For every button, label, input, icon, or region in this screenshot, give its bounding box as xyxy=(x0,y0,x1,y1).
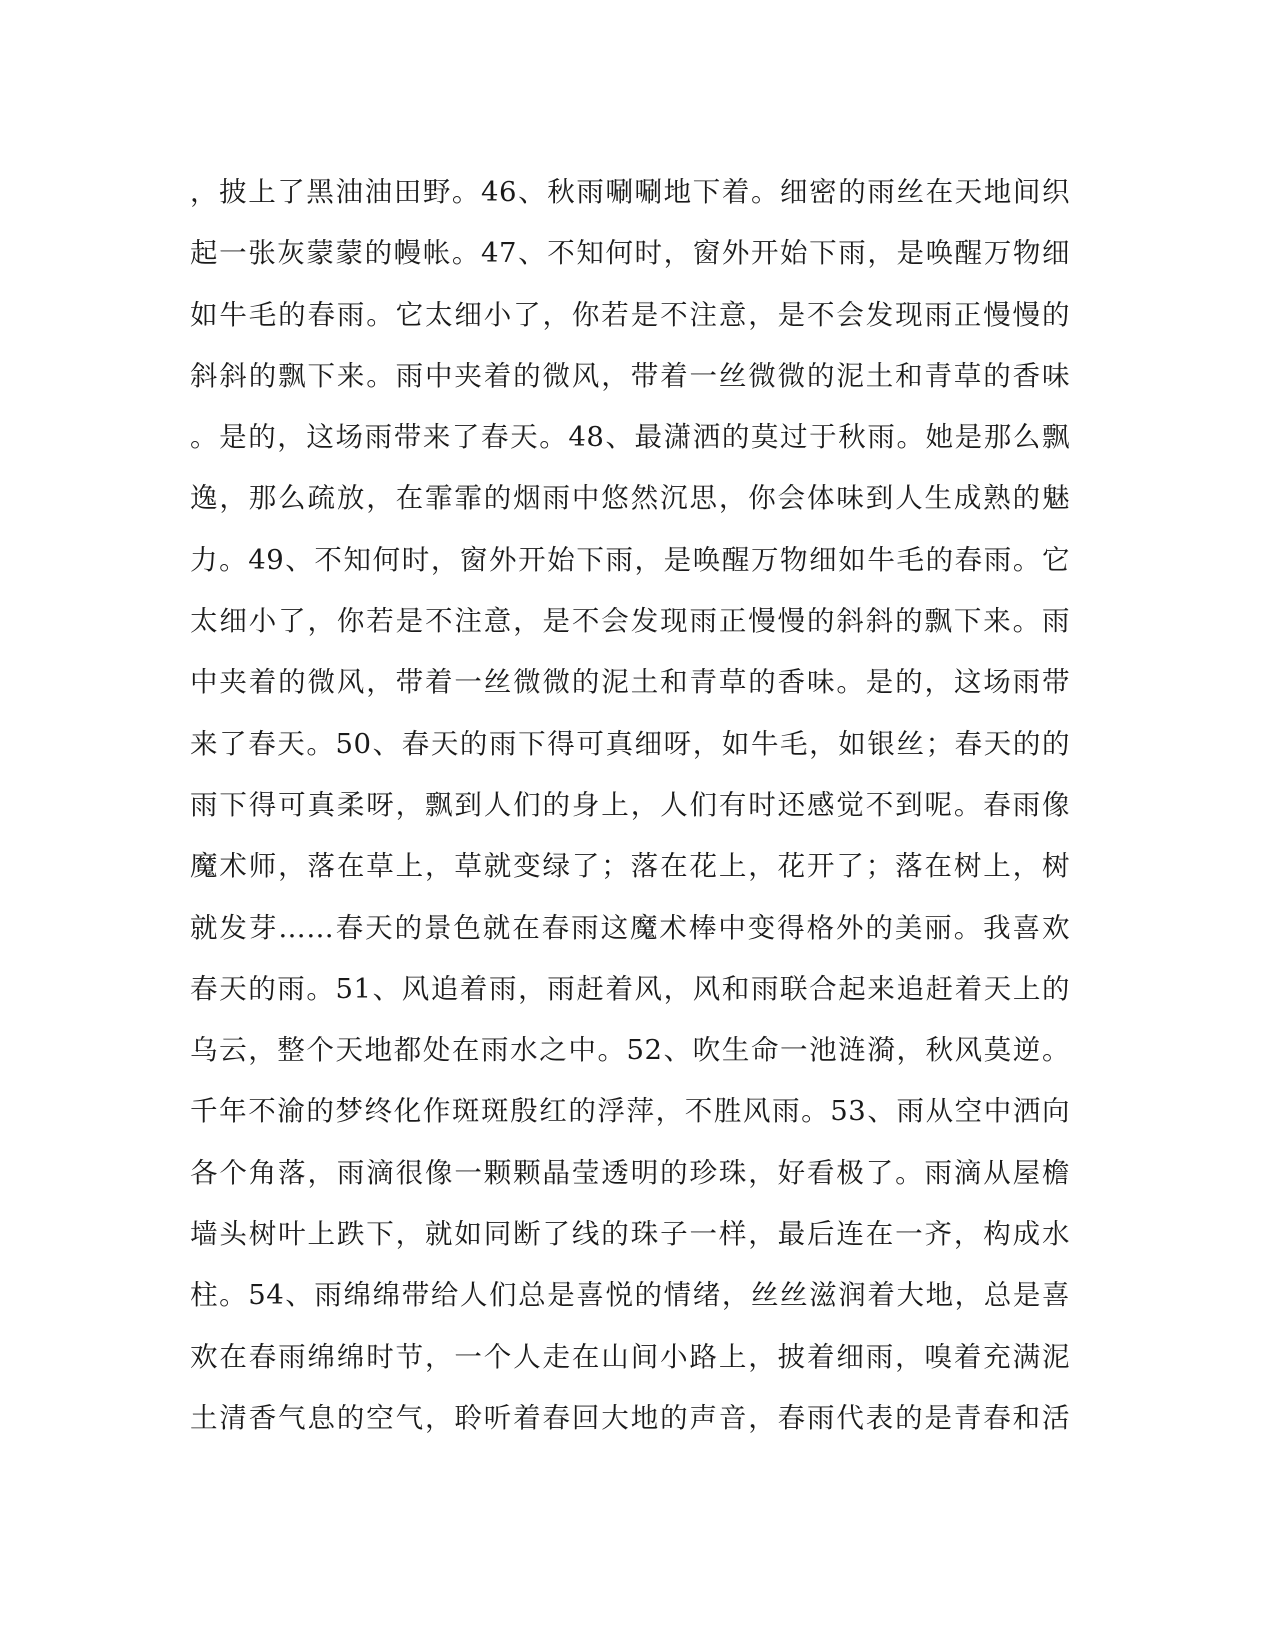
text-line: 就发芽……春天的景色就在春雨这魔术棒中变得格外的美丽。我喜欢 xyxy=(190,911,1070,944)
text-line: 来了春天。50、春天的雨下得可真细呀，如牛毛，如银丝；春天的的 xyxy=(190,727,1070,760)
text-line: 力。49、不知何时，窗外开始下雨，是唤醒万物细如牛毛的春雨。它 xyxy=(190,543,1070,576)
text-line: 如牛毛的春雨。它太细小了，你若是不注意，是不会发现雨正慢慢的 xyxy=(190,298,1070,331)
text-line: 墙头树叶上跌下，就如同断了线的珠子一样，最后连在一齐，构成水 xyxy=(190,1218,1070,1251)
text-line: 千年不渝的梦终化作斑斑殷红的浮萍，不胜风雨。53、雨从空中洒向 xyxy=(190,1095,1070,1128)
text-line: 各个角落，雨滴很像一颗颗晶莹透明的珍珠，好看极了。雨滴从屋檐 xyxy=(190,1156,1070,1189)
text-line: 起一张灰蒙蒙的幔帐。47、不知何时，窗外开始下雨，是唤醒万物细 xyxy=(190,237,1070,270)
text-line: 中夹着的微风，带着一丝微微的泥土和青草的香味。是的，这场雨带 xyxy=(190,666,1070,699)
text-line: 魔术师，落在草上，草就变绿了；落在花上，花开了；落在树上，树 xyxy=(190,850,1070,883)
text-line: ，披上了黑油油田野。46、秋雨唰唰地下着。细密的雨丝在天地间织 xyxy=(190,176,1070,208)
text-line: 土清香气息的空气，聆听着春回大地的声音，春雨代表的是青春和活 xyxy=(190,1401,1070,1434)
text-line: 柱。54、雨绵绵带给人们总是喜悦的情绪，丝丝滋润着大地，总是喜 xyxy=(190,1279,1070,1312)
body-text xyxy=(190,162,1070,1449)
text-line: 逸，那么疏放，在霏霏的烟雨中悠然沉思，你会体味到人生成熟的魅 xyxy=(190,482,1070,515)
text-line: 。是的，这场雨带来了春天。48、最潇洒的莫过于秋雨。她是那么飘 xyxy=(190,421,1070,454)
text-line: 春天的雨。51、风追着雨，雨赶着风，风和雨联合起来追赶着天上的 xyxy=(190,972,1070,1005)
text-line: 欢在春雨绵绵时节，一个人走在山间小路上，披着细雨，嗅着充满泥 xyxy=(190,1340,1070,1373)
text-line: 太细小了，你若是不注意，是不会发现雨正慢慢的斜斜的飘下来。雨 xyxy=(190,605,1070,638)
text-line: 雨下得可真柔呀，飘到人们的身上，人们有时还感觉不到呢。春雨像 xyxy=(190,788,1070,821)
text-line: 乌云，整个天地都处在雨水之中。52、吹生命一池涟漪，秋风莫逆。 xyxy=(190,1034,1070,1067)
text-line: 斜斜的飘下来。雨中夹着的微风，带着一丝微微的泥土和青草的香味 xyxy=(190,359,1070,392)
